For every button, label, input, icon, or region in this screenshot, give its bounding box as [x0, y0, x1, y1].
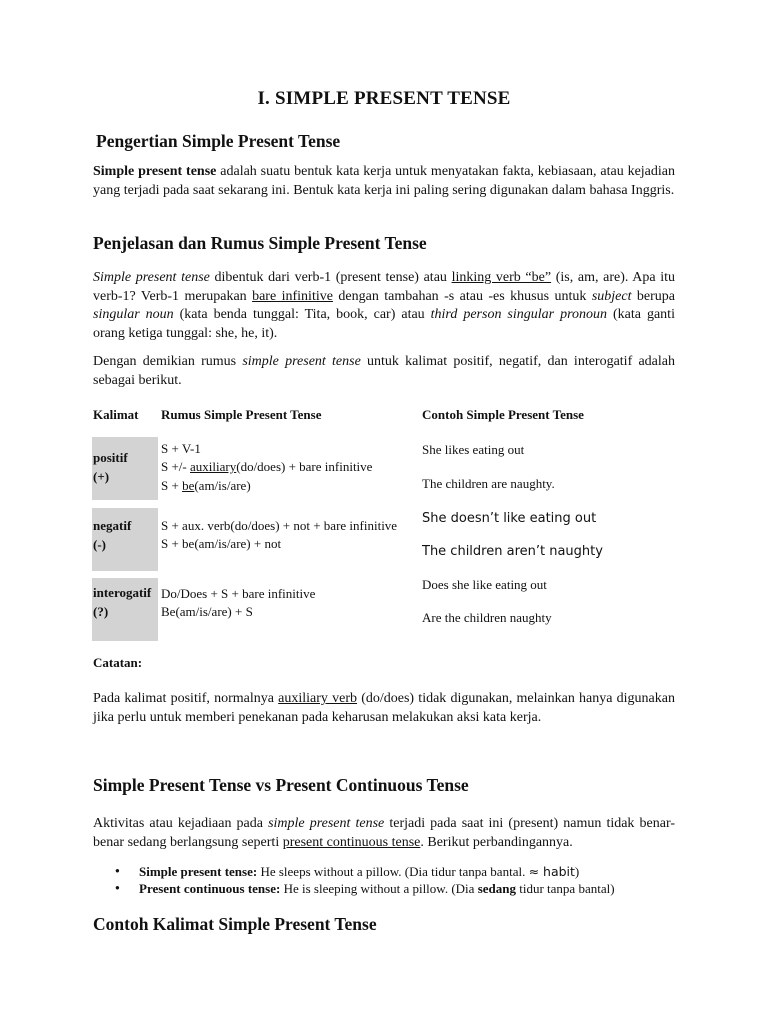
table-header-contoh: Contoh Simple Present Tense [422, 407, 584, 422]
bold-term: Simple present tense [93, 164, 217, 179]
bullet-note: ≈ habit [528, 864, 575, 879]
bullet-term: Present continuous tense: [139, 881, 281, 896]
example-negatif-2: The children aren’t naughty [422, 544, 603, 559]
paragraph-text: untuk kalimat positif, negatif, dan interogatif adalah sebagai berikut. [93, 354, 675, 388]
heading-contoh-kalimat: Contoh Kalimat Simple Present Tense [93, 914, 377, 934]
formula-positif [161, 440, 372, 495]
formula-line: Do/Does + S + bare infinitive [161, 586, 316, 601]
paragraph-catatan [93, 690, 675, 727]
link-be[interactable]: be [182, 477, 195, 493]
formula-text: (do/does) + bare infinitive [236, 459, 373, 475]
example-negatif-1: She doesn’t like eating out [422, 511, 597, 526]
paragraph-text: dengan tambahan -s atau -es khusus untuk [332, 288, 592, 304]
formula-negatif [161, 517, 397, 554]
link-linking-verb[interactable]: linking verb “be” [451, 270, 552, 285]
paragraph-text: Pada kalimat positif, normalnya [93, 691, 279, 706]
formula-line [161, 477, 372, 495]
paragraph-text: adalah suatu bentuk kata kerja untuk menyatakan fakta, kebiasaan, atau kejadian yang terjadi pada saat sekarang ini. Bentuk kata kerja ini paling sering digunakan dalam bahasa Inggris. [93, 164, 676, 198]
formula-line: S + aux. verb(do/does) + not + bare infinitive [161, 518, 398, 533]
formula-text: S +/- [161, 459, 191, 475]
paragraph-text: . Berikut perbandingannya. [420, 834, 573, 850]
paragraph-text: (is, am, are). Apa itu verb-1? Verb-1 merupakan [93, 270, 676, 304]
formula-line: S + be(am/is/are) + not [161, 536, 282, 552]
page-title: I. SIMPLE PRESENT TENSE [257, 88, 511, 109]
formula-text: S + [161, 477, 183, 493]
paragraph-text: dibentuk dari verb-1 (present tense) atau [209, 270, 452, 285]
bullet-text: ) [574, 864, 580, 879]
label-symbol: (+) [93, 468, 110, 484]
link-bare-infinitive[interactable]: bare infinitive [252, 288, 333, 304]
bullet-icon: ● [115, 866, 120, 875]
bullet-emphasis: sedang [477, 881, 516, 896]
paragraph-text: (kata ganti orang ketiga tunggal: she, he, it). [93, 307, 675, 341]
label-symbol: (-) [93, 536, 106, 552]
table-header-rumus: Rumus Simple Present Tense [161, 407, 322, 422]
italic-term: simple present tense [268, 816, 385, 831]
formula-text: (am/is/are) [194, 477, 251, 493]
row-label-interogatif [93, 584, 151, 621]
table-header-kalimat: Kalimat [93, 407, 139, 422]
paragraph-text: Dengan demikian rumus [93, 354, 243, 369]
link-present-continuous[interactable]: present continuous tense [282, 834, 421, 850]
bullet-present-continuous [139, 881, 615, 897]
bullet-text: He sleeps without a pillow. (Dia tidur tanpa bantal. [257, 864, 529, 879]
bullet-text: tidur tanpa bantal) [515, 881, 615, 896]
paragraph-text: (do/does) tidak digunakan, melainkan hanya digunakan jika perlu untuk memberi penekanan pada keharusan melakukan aksi kata kerja. [93, 691, 675, 725]
formula-interogatif [161, 585, 315, 622]
formula-line: Be(am/is/are) + S [161, 604, 253, 620]
formula-line: S + V-1 [161, 441, 201, 456]
row-label-negatif [93, 517, 131, 554]
link-auxiliary-verb[interactable]: auxiliary verb [278, 691, 358, 706]
example-interogatif-2: Are the children naughty [422, 610, 552, 625]
label-text: negatif [93, 518, 132, 533]
heading-penjelasan: Penjelasan dan Rumus Simple Present Tense [93, 233, 427, 253]
italic-term: singular noun [93, 307, 174, 323]
example-positif-1: She likes eating out [422, 442, 525, 457]
paragraph-pengertian [93, 163, 675, 200]
bullet-text: He is sleeping without a pillow. (Dia [280, 881, 478, 896]
paragraph-penjelasan [93, 269, 675, 343]
italic-term: third person singular pronoun [430, 307, 608, 323]
paragraph-text: terjadi pada saat ini (present) namun tidak benar-benar sedang berlangsung seperti [93, 816, 675, 850]
label-text: positif [93, 450, 128, 465]
bullet-icon: ● [115, 883, 120, 892]
label-symbol: (?) [93, 603, 109, 619]
heading-pengertian: Pengertian Simple Present Tense [96, 131, 341, 151]
formula-line [161, 458, 372, 476]
italic-term: Simple present tense [93, 270, 210, 285]
example-positif-2: The children are naughty. [422, 476, 555, 491]
label-text: interogatif [93, 585, 152, 600]
italic-term: simple present tense [242, 354, 361, 369]
paragraph-text: (kata benda tunggal: Tita, book, car) atau [173, 307, 431, 323]
example-interogatif-1: Does she like eating out [422, 577, 547, 592]
link-auxiliary[interactable]: auxiliary [190, 459, 237, 475]
paragraph-vs-continuous [93, 815, 675, 852]
paragraph-rumus-intro [93, 353, 675, 390]
catatan-label: Catatan: [93, 655, 143, 670]
bullet-simple-present [139, 864, 579, 880]
heading-vs-continuous: Simple Present Tense vs Present Continuous Tense [93, 775, 469, 795]
bullet-term: Simple present tense: [139, 864, 258, 879]
row-label-positif [93, 449, 128, 486]
paragraph-text: berupa [631, 288, 675, 304]
italic-term: subject [591, 288, 632, 304]
paragraph-text: Aktivitas atau kejadiaan pada [93, 816, 269, 831]
